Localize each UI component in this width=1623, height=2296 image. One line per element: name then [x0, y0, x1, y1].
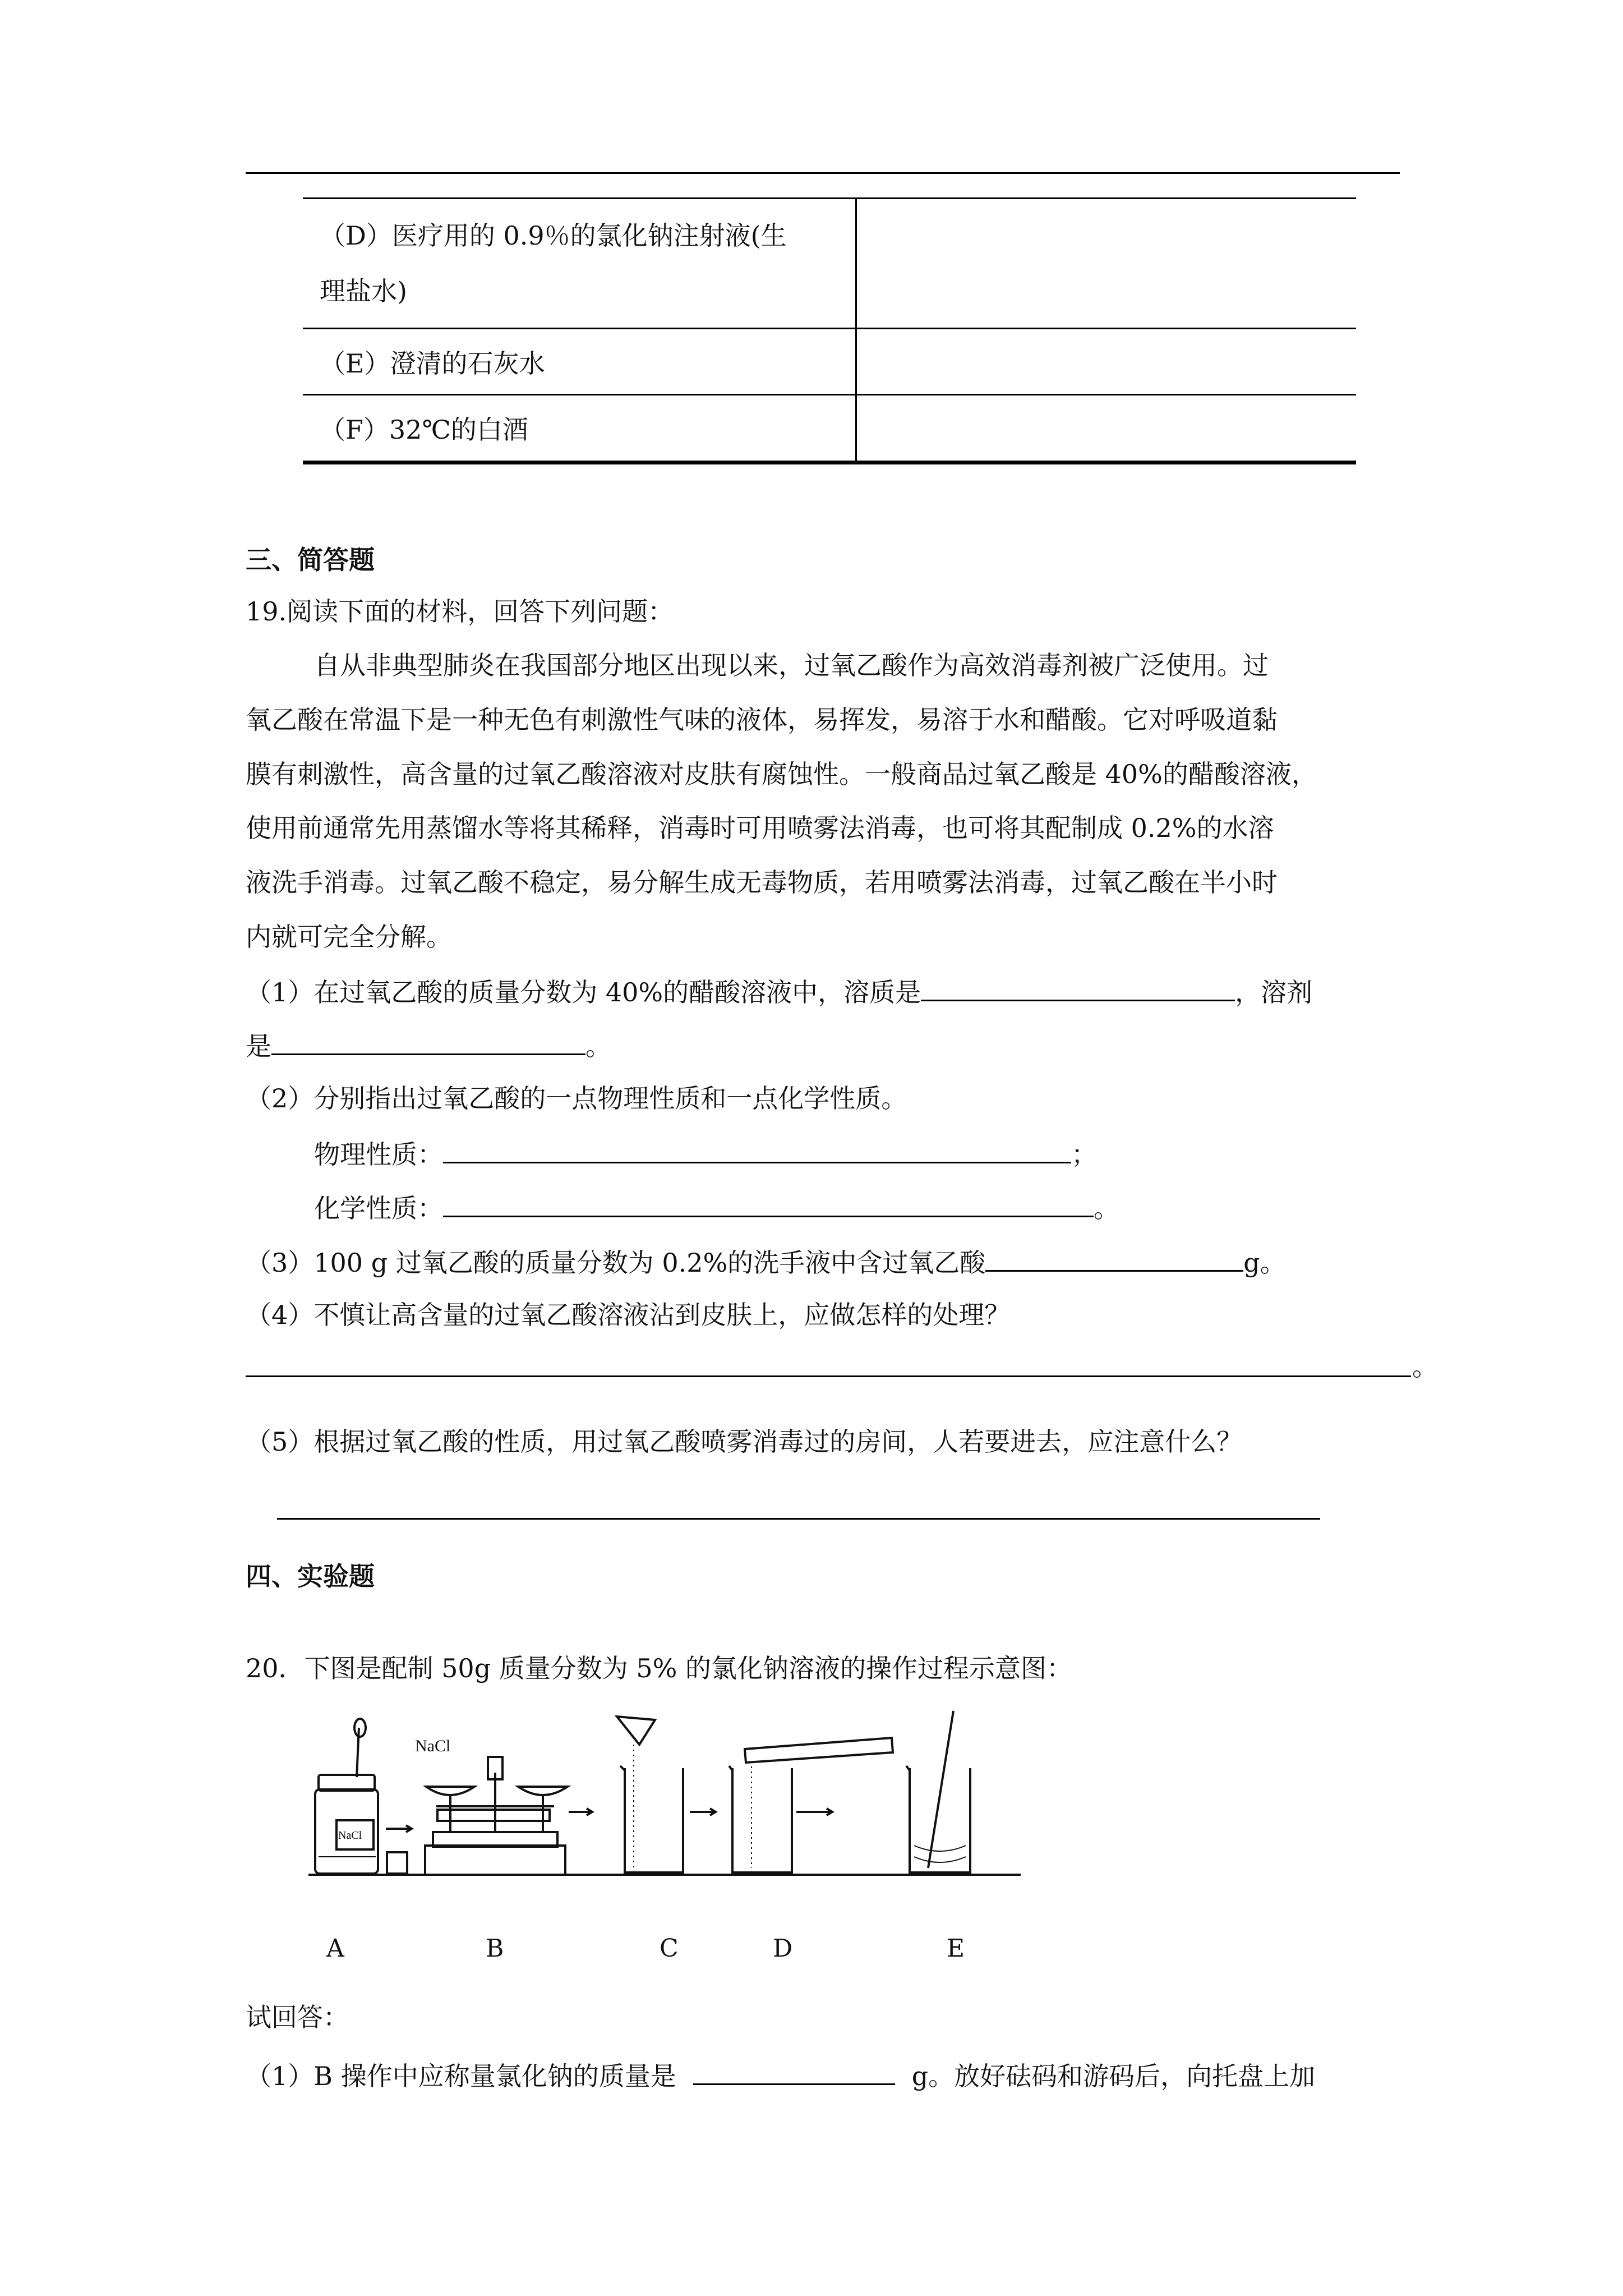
question-text: g。: [1243, 1248, 1286, 1278]
question-text: （1）在过氧乙酸的质量分数为 40%的醋酸溶液中，溶质是: [246, 977, 921, 1007]
table-row: [303, 329, 1356, 395]
reagent-jar-icon: [315, 1719, 378, 1874]
weight-box-icon: [387, 1852, 407, 1874]
answer-line-q4[interactable]: [246, 1375, 1411, 1377]
passage-line: 自从非典型肺炎在我国部分地区出现以来，过氧乙酸作为高效消毒剂被广泛使用。过: [314, 650, 1269, 680]
balance-icon: [425, 1757, 568, 1875]
table-row: [303, 395, 1356, 463]
answer-blank-nacl-mass[interactable]: [693, 2058, 895, 2085]
question-19-1-cont: [246, 1028, 611, 1063]
section-heading: 四、实验题: [246, 1561, 375, 1591]
step-label-e: E: [947, 1934, 965, 1963]
q4-end-mark: 。: [1412, 1351, 1438, 1382]
chemical-property-line: [314, 1190, 1119, 1225]
jar-label: NaCl: [338, 1829, 362, 1842]
question-19-intro: 19.阅读下面的材料，回答下列问题：: [246, 596, 674, 627]
table-row: [303, 199, 1356, 329]
table-cell-label: （E）澄清的石灰水: [303, 329, 856, 395]
question-text: 。: [585, 1031, 611, 1061]
physical-property-line: [314, 1136, 1097, 1171]
step-label-b: B: [486, 1934, 504, 1963]
question-20-1: [246, 2058, 1315, 2093]
question-text: （3）100 g 过氧乙酸的质量分数为 0.2%的洗手液中含过氧乙酸: [246, 1248, 986, 1278]
answer-prompt: 试回答：: [246, 2002, 349, 2032]
passage-line: 膜有刺激性，高含量的过氧乙酸溶液对皮肤有腐蚀性。一般商品过氧乙酸是 40%的醋酸溶液，: [246, 759, 1317, 789]
beaker-icon: [617, 1717, 683, 1872]
nacl-label: NaCl: [415, 1737, 451, 1755]
question-text: g。放好砝码和游码后，向托盘上加: [911, 2061, 1316, 2091]
answer-line-q5[interactable]: [277, 1518, 1320, 1520]
row-d-line2: 理盐水): [320, 275, 407, 306]
passage-line: 液洗手消毒。过氧乙酸不稳定，易分解生成无毒物质，若用喷雾法消毒，过氧乙酸在半小时: [246, 867, 1278, 898]
question-text: （1）B 操作中应称量氯化钠的质量是: [246, 2061, 676, 2091]
procedure-figure: [303, 1705, 1077, 1885]
question-text: 物理性质：: [314, 1139, 443, 1170]
beaker-icon: [906, 1711, 970, 1872]
step-label-c: C: [660, 1934, 679, 1963]
answer-blank-chemical[interactable]: [443, 1190, 1094, 1217]
passage-line: 氧乙酸在常温下是一种无色有刺激性气味的液体，易挥发，易溶于水和醋酸。它对呼吸道黏: [246, 705, 1278, 735]
row-d-line1: （D）医疗用的 0.9％的氯化钠注射液(生: [320, 220, 787, 251]
answer-blank-physical[interactable]: [443, 1136, 1071, 1163]
question-text: 是: [246, 1031, 271, 1061]
answer-blank-solute[interactable]: [921, 974, 1235, 1001]
question-19-1: [246, 974, 1312, 1009]
table-cell-answer[interactable]: [856, 199, 1357, 329]
table-cell-label: （F）32℃的白酒: [303, 395, 856, 463]
question-text: ，溶剂: [1235, 977, 1313, 1007]
question-text: ；: [1071, 1139, 1097, 1170]
question-19-3: [246, 1244, 1286, 1280]
table-cell-answer[interactable]: [856, 395, 1357, 463]
answer-blank-mass[interactable]: [985, 1244, 1243, 1272]
question-19-5: （5）根据过氧乙酸的性质，用过氧乙酸喷雾消毒过的房间，人若要进去，应注意什么？: [246, 1427, 1243, 1457]
question-19-2: （2）分别指出过氧乙酸的一点物理性质和一点化学性质。: [246, 1083, 907, 1114]
passage-line: 内就可完全分解。: [246, 922, 452, 952]
question-text: 。: [1094, 1193, 1119, 1223]
options-table: [303, 197, 1356, 464]
question-19-4: （4）不慎让高含量的过氧乙酸溶液沾到皮肤上，应做怎样的处理？: [246, 1300, 1011, 1330]
section-heading: 三、简答题: [246, 545, 375, 575]
top-rule: [246, 172, 1400, 174]
beaker-icon: [729, 1738, 893, 1872]
answer-blank-solvent[interactable]: [271, 1028, 585, 1055]
table-cell-label: [303, 199, 856, 329]
table-cell-answer[interactable]: [856, 329, 1357, 395]
question-text: 化学性质：: [314, 1193, 443, 1223]
passage-line: 使用前通常先用蒸馏水等将其稀释，消毒时可用喷雾法消毒，也可将其配制成 0.2%的水溶: [246, 813, 1274, 843]
step-label-d: D: [773, 1934, 793, 1963]
step-label-a: A: [326, 1934, 344, 1963]
question-20: 20．下图是配制 50g 质量分数为 5% 的氯化钠溶液的操作过程示意图：: [246, 1653, 1072, 1683]
